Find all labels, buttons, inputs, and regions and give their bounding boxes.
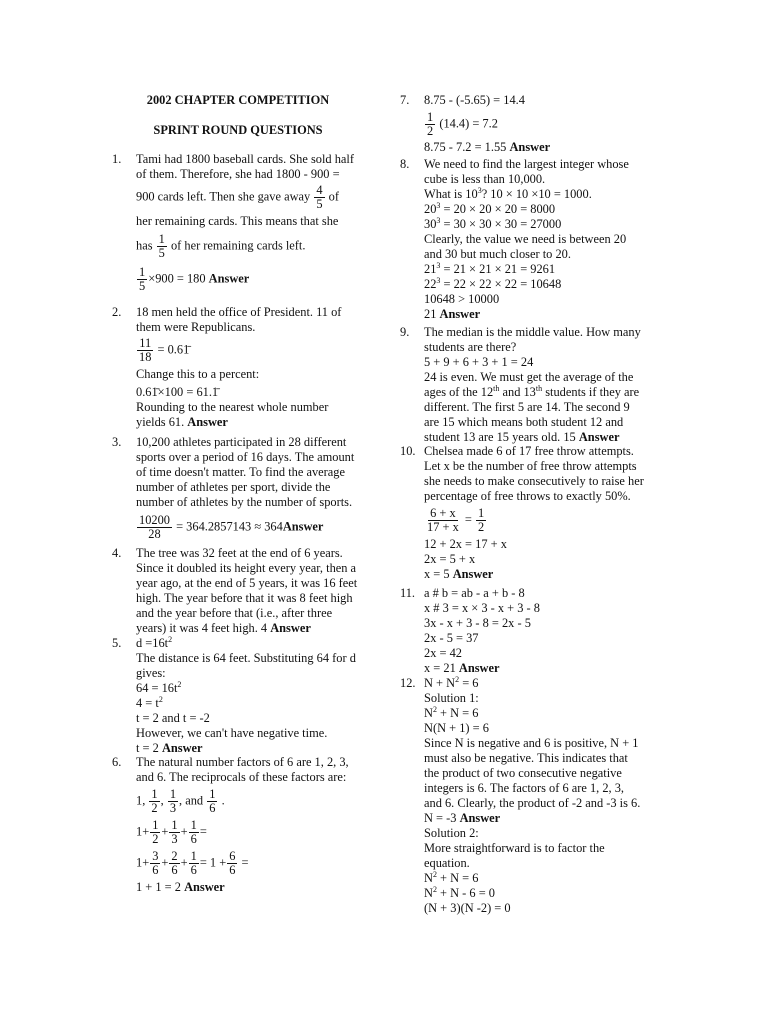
answer-label: Answer [270,621,311,635]
text-span: 21 [424,307,437,321]
superscript: 3 [436,275,441,285]
text-line: 2x = 5 + x [424,552,476,566]
text-line: and 30 but much closer to 20. [424,247,571,261]
text-line: high. The year before that it was 8 feet high [136,591,353,605]
fraction [227,850,237,877]
text-span: , and [179,793,204,808]
denominator: 17 + x [427,520,459,534]
text-span: N [424,706,433,720]
text-line [424,886,664,901]
equation [136,514,374,541]
text-line [136,681,374,696]
text-line: number of athletes per sport, divide the [136,480,331,494]
text-span: . [221,793,225,808]
text-line [424,706,664,721]
text-line: 5 + 9 + 6 + 3 + 1 = 24 [424,355,534,369]
superscript: 2 [455,674,460,684]
text-line [424,307,664,322]
numerator: 1 [190,818,197,832]
text-span: N [424,871,433,885]
text-span: t = 2 [136,741,159,755]
fraction [189,819,199,846]
text-line: 10,200 athletes participated in 28 different [136,435,347,449]
text-span: 8.75 - 7.2 = 1.55 [424,140,507,154]
text-span: , [142,793,146,808]
text-line: Tami had 1800 baseball cards. She sold half [136,152,354,166]
denominator: 2 [152,832,159,846]
superscript: 2 [432,869,437,879]
text-span: years) it was 4 feet high. 4 [136,621,268,635]
text-span: of [328,189,339,204]
superscript: 2 [432,704,437,714]
text-span: ? 10 × 10 ×10 = 1000. [481,187,592,201]
denominator: 28 [148,527,161,541]
text-span: d =16t [136,636,169,650]
text-line [136,636,374,651]
superscript: 2 [168,634,173,644]
fraction [150,850,160,877]
question-number: 1. [112,152,122,166]
equation [136,819,374,846]
denominator: 6 [209,801,216,815]
page-title: 2002 CHAPTER COMPETITION [146,93,330,107]
text-line: More straightforward is to factor the [424,841,605,855]
question-number: 12. [400,676,416,690]
text-span: 20 [424,202,437,216]
text-line: and 6. The reciprocals of these factors are: [136,770,347,784]
text-span: = [199,824,207,839]
text-line [136,880,374,895]
answer-label: Answer [282,519,324,534]
text-span: + [180,855,188,870]
text-line: must also be negative. This indicates that [424,751,628,765]
text-span: ×900 = 180 [148,271,206,286]
text-line: of them. Therefore, she had 1800 - 900 = [136,167,340,181]
fraction [189,850,199,877]
numerator: 10200 [139,513,170,527]
numerator: 6 + x [430,506,456,520]
numerator: 1 [209,787,216,801]
text-span: x = 21 [424,661,456,675]
text-span: = 20 × 20 × 20 = 8000 [440,202,556,216]
text-line: and 6. Clearly, the product of -2 and -3 is 6. [424,796,641,810]
question-number: 4. [112,546,122,560]
text-span: = 22 × 22 × 22 = 10648 [440,277,562,291]
text-span: + [180,824,188,839]
answer-label: Answer [184,880,225,894]
text-line: 24 is even. We must get the average of the [424,370,634,384]
text-line: cube is less than 10,000. [424,172,546,186]
text-line [424,140,664,155]
fraction [157,233,167,260]
text-span: + [142,855,150,870]
text-line: equation. [424,856,470,870]
fraction [137,266,147,293]
text-span: ages of the 12 [424,385,494,399]
text-span: = 30 × 30 × 30 = 27000 [440,217,562,231]
text-line [424,567,664,582]
numerator: 2 [171,849,178,863]
numerator: 1 [152,818,159,832]
text-line: Rounding to the nearest whole number [136,400,329,414]
text-span: = 21 × 21 × 21 = 9261 [440,262,556,276]
text-line [424,202,664,217]
text-line: the product of two consecutive negative [424,766,622,780]
text-span: + [142,824,150,839]
question-number: 3. [112,435,122,449]
denominator: 2 [478,520,485,534]
fraction [314,184,324,211]
text-line: 3x - x + 3 - 8 = 2x - 5 [424,616,531,630]
numerator: 1 [151,787,158,801]
numerator: 1 [427,110,434,124]
denominator: 3 [171,832,178,846]
text-line: However, we can't have negative time. [136,726,328,740]
text-span: = 6 [459,676,479,690]
text-line: Solution 1: [424,691,479,705]
text-line [136,233,374,260]
text-line: We need to find the largest integer whose [424,157,629,171]
text-span: = 364.2857143 ≈ 364 [176,519,283,534]
question-number: 10. [400,444,416,458]
question-number: 8. [400,157,410,171]
numerator: 1 [171,818,178,832]
text-line [424,262,664,277]
numerator: 6 [229,849,236,863]
text-line: number of athletes by the number of sports. [136,495,353,509]
text-span: N [424,886,433,900]
text-line: x # 3 = x × 3 - x + 3 - 8 [424,601,540,615]
text-line [424,277,664,292]
text-line [424,217,664,232]
text-line: gives: [136,666,166,680]
text-line: The natural number factors of 6 are 1, 2, 3, [136,755,349,769]
text-line [424,187,664,202]
text-span: + N = 6 [436,706,479,720]
text-span: What is 10 [424,187,478,201]
text-line: of time doesn't matter. To find the average [136,465,345,479]
superscript: 3 [436,260,441,270]
answer-label: Answer [452,567,494,581]
text-line: 2x - 5 = 37 [424,631,479,645]
superscript: th [493,383,500,393]
answer-label: Answer [439,307,481,321]
numerator: 4 [316,183,323,197]
numerator: 3 [152,849,159,863]
text-line [136,741,374,756]
equation [424,111,664,138]
denominator: 5 [316,197,323,211]
text-line: sports over a period of 16 days. The amount [136,450,355,464]
denominator: 3 [169,801,177,815]
text-span: 1 + 1 = 2 [136,880,181,894]
fraction [169,850,179,877]
answer-label: Answer [187,415,228,429]
denominator: 6 [152,863,159,877]
text-line: she needs to make consecutively to raise her [424,474,644,488]
question-number: 6. [112,755,122,769]
text-line: are 15 which means both student 12 and [424,415,624,429]
text-line: The tree was 32 feet at the end of 6 years. [136,546,343,560]
text-span: student 13 are 15 years old. 15 [424,430,576,444]
text-line: students are there? [424,340,517,354]
text-line [136,184,374,211]
equation [136,266,374,293]
text-line [424,676,664,691]
text-span: = 0.61̄ [157,342,190,357]
text-span: 30 [424,217,437,231]
superscript: 3 [436,200,441,210]
text-line [424,430,664,445]
text-span: N + N [424,676,456,690]
text-line: Since N is negative and 6 is positive, N + 1 [424,736,639,750]
text-span: has [136,238,153,253]
page-subtitle: SPRINT ROUND QUESTIONS [153,123,323,137]
question-number: 7. [400,93,410,107]
fraction [168,788,178,815]
numerator: 1 [169,787,177,801]
text-span: = [241,855,249,870]
text-line: 10648 > 10000 [424,292,500,306]
answer-label: Answer [459,811,501,825]
text-line: 0.61̄×100 = 61.1̄ [136,385,219,399]
text-line [424,811,664,826]
fraction [207,788,217,815]
text-line: Solution 2: [424,826,479,840]
text-line: percentage of free throws to exactly 50%. [424,489,631,503]
numerator: 1 [158,232,165,246]
text-span: 64 = 16t [136,681,178,695]
numerator: 1 [139,265,146,279]
question-number: 2. [112,305,122,319]
text-span: yields 61. [136,415,185,429]
text-span: 4 = t [136,696,159,710]
text-line: Change this to a percent: [136,367,260,381]
fraction [137,514,172,541]
text-line: Clearly, the value we need is between 20 [424,232,627,246]
fraction [150,819,160,846]
denominator: 5 [158,246,165,260]
superscript: 3 [436,215,441,225]
text-line: different. The first 5 are 14. The second 9 [424,400,630,414]
text-line: and the year before that (i.e., after three [136,606,333,620]
text-line: 18 men held the office of President. 11 of [136,305,342,319]
text-span: 1 [136,855,143,870]
text-span: x = 5 [424,567,450,581]
answer-label: Answer [208,271,250,286]
superscript: th [535,383,543,393]
question-number: 9. [400,325,410,339]
fraction [425,507,461,534]
text-line [136,415,374,430]
answer-label: Answer [578,430,620,444]
question-number: 5. [112,636,122,650]
text-line: Chelsea made 6 of 17 free throw attempts. [424,444,634,458]
text-line: a # b = ab - a + b - 8 [424,586,525,600]
fraction [149,788,159,815]
text-line: her remaining cards. This means that she [136,214,339,228]
denominator: 5 [139,279,146,293]
text-span: 21 [424,262,437,276]
text-span: 1 [136,824,143,839]
text-line [424,385,664,400]
equation [136,850,374,877]
superscript: 2 [432,884,437,894]
text-span: + [161,855,169,870]
denominator: 6 [190,863,197,877]
denominator: 2 [427,124,434,138]
text-span: , [160,793,164,808]
text-line: 2x = 42 [424,646,462,660]
numerator: 11 [139,336,152,350]
text-span: 900 cards left. Then she gave away [136,189,311,204]
text-span: 1 [136,793,143,808]
text-line: Since it doubled its height every year, then a [136,561,357,575]
denominator: 2 [151,801,158,815]
text-line: them were Republicans. [136,320,256,334]
equation [136,337,374,364]
text-line: year ago, at the end of 5 years, it was 16 feet [136,576,358,590]
fraction [425,111,435,138]
text-span: + N = 6 [436,871,479,885]
numerator: 1 [478,506,485,520]
text-span: 22 [424,277,437,291]
text-line [424,871,664,886]
denominator: 6 [171,863,178,877]
denominator: 6 [190,832,197,846]
text-line: The distance is 64 feet. Substituting 64 for d [136,651,356,665]
text-span: = [464,512,472,527]
text-span: students if they are [542,385,640,399]
answer-label: Answer [161,741,203,755]
text-line: Let x be the number of free throw attempts [424,459,637,473]
text-line [136,621,374,636]
superscript: 2 [158,694,163,704]
text-span: and 13 [499,385,536,399]
text-line [424,661,664,676]
text-span: (14.4) = 7.2 [439,116,498,131]
text-span: of her remaining cards left. [170,238,306,253]
text-line: N(N + 1) = 6 [424,721,489,735]
text-line [136,696,374,711]
text-span: + N - 6 = 0 [436,886,495,900]
text-line: 12 + 2x = 17 + x [424,537,507,551]
denominator: 6 [229,863,236,877]
text-line: The median is the middle value. How many [424,325,641,339]
denominator: 18 [139,350,152,364]
answer-label: Answer [458,661,500,675]
text-span: = 1 + [199,855,227,870]
question-number: 11. [400,586,416,600]
text-line: integers is 6. The factors of 6 are 1, 2, 3, [424,781,625,795]
text-line: (N + 3)(N -2) = 0 [424,901,511,915]
text-span: N = -3 [424,811,457,825]
text-line: t = 2 and t = -2 [136,711,210,725]
fraction [169,819,179,846]
fraction [137,337,153,364]
fraction [476,507,486,534]
superscript: 2 [177,679,182,689]
numerator: 1 [190,849,197,863]
answer-label: Answer [509,140,551,154]
text-span: + [161,824,169,839]
equation [136,788,374,815]
text-line: 8.75 - (-5.65) = 14.4 [424,93,525,107]
equation [424,507,664,534]
superscript: 3 [477,185,482,195]
